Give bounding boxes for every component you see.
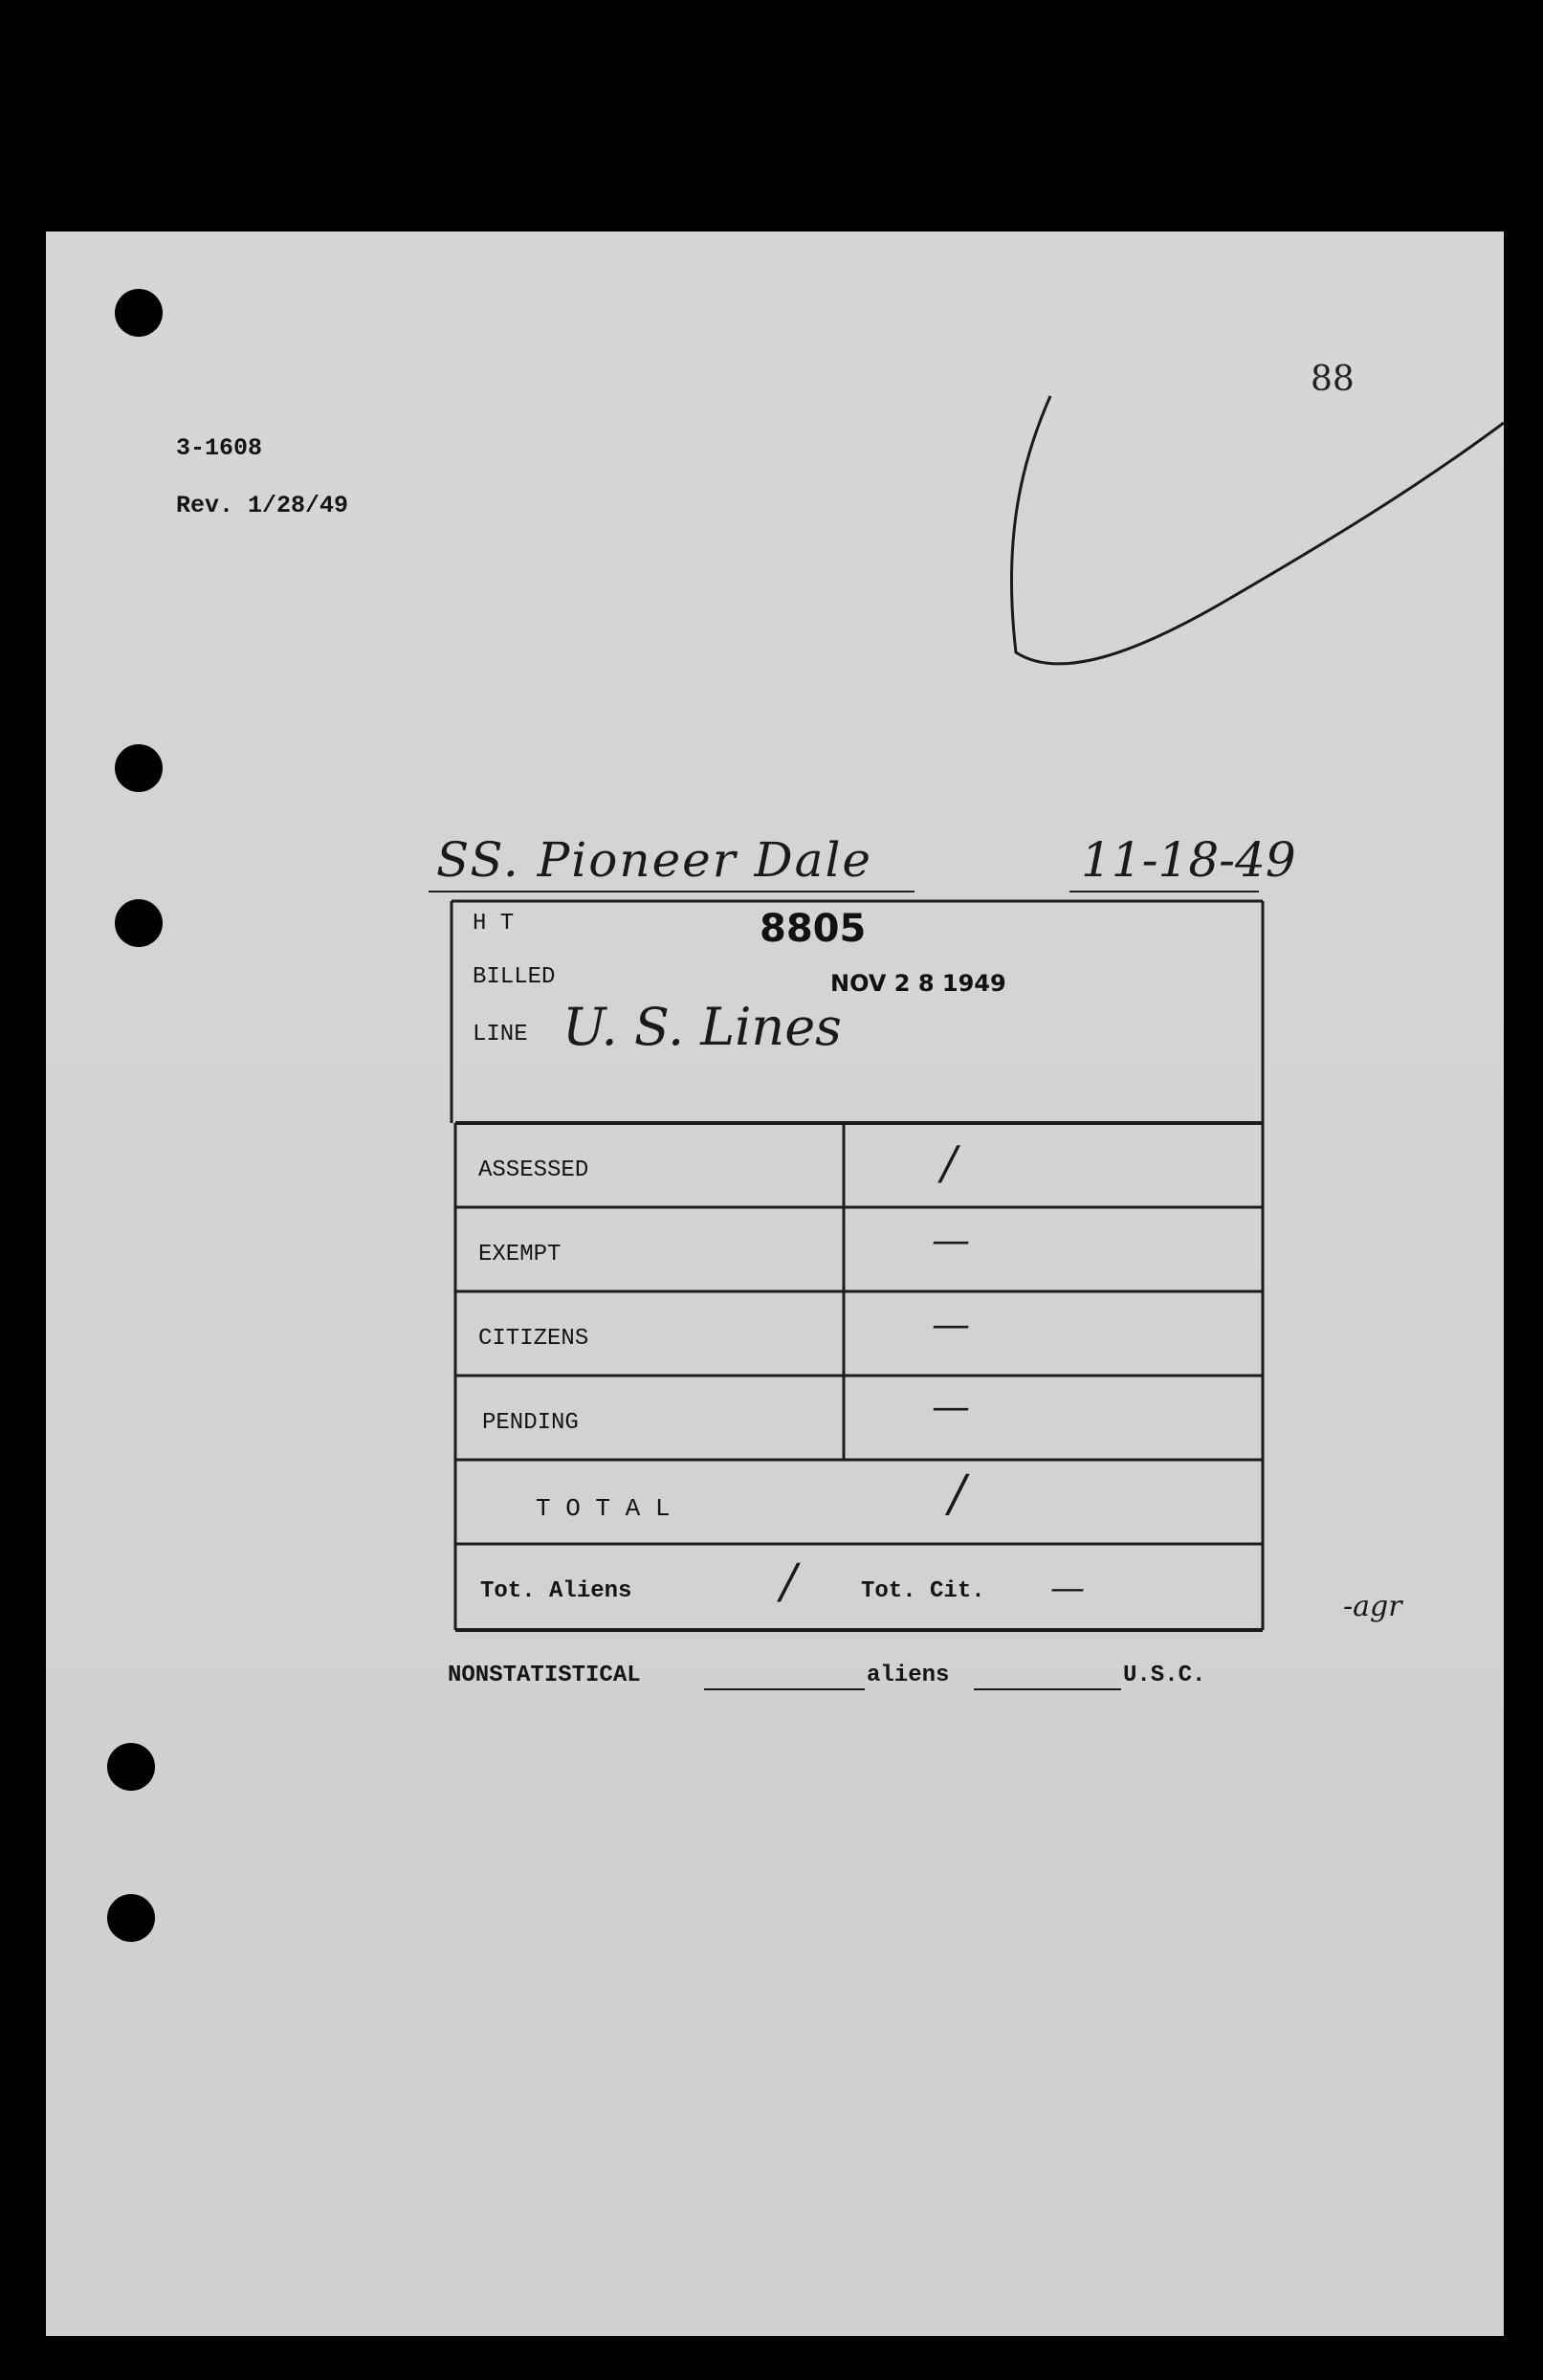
row-value-citizens: — xyxy=(932,1303,970,1347)
check-mark-stroke xyxy=(1011,396,1504,664)
nonstat-label: NONSTATISTICAL xyxy=(448,1663,641,1688)
line-label: LINE xyxy=(473,1022,528,1047)
form-sheet xyxy=(46,231,1504,2336)
billed-date-stamp: NOV 2 8 1949 xyxy=(830,970,1006,997)
row-value-assessed: / xyxy=(941,1136,958,1190)
binder-hole xyxy=(115,744,163,792)
tot-aliens-label: Tot. Aliens xyxy=(480,1578,632,1604)
vessel-name: SS. Pioneer Dale xyxy=(436,832,873,888)
row-label-pending: PENDING xyxy=(482,1410,579,1436)
binder-hole xyxy=(107,1743,155,1791)
row-label-citizens: CITIZENS xyxy=(478,1326,589,1352)
binder-hole xyxy=(115,899,163,947)
ht-label: H T xyxy=(473,911,515,937)
binder-hole xyxy=(115,289,163,337)
billed-label: BILLED xyxy=(473,964,556,990)
row-label-exempt: EXEMPT xyxy=(478,1242,562,1267)
row-value-pending: — xyxy=(932,1385,970,1429)
form-rules xyxy=(46,231,1504,2336)
shipping-line: U. S. Lines xyxy=(562,997,842,1057)
form-number: 3-1608 xyxy=(176,434,263,462)
binder-hole xyxy=(107,1894,155,1942)
row-label-assessed: ASSESSED xyxy=(478,1157,589,1183)
nonstat-aliens-label: aliens xyxy=(867,1663,950,1688)
page-number: 88 xyxy=(1311,360,1355,399)
tot-cit-label: Tot. Cit. xyxy=(861,1578,985,1604)
tot-cit-value: — xyxy=(1050,1569,1085,1608)
nonstat-usc-label: U.S.C. xyxy=(1123,1663,1206,1688)
total-value: / xyxy=(949,1465,966,1523)
tot-aliens-value: / xyxy=(781,1554,797,1609)
form-revision: Rev. 1/28/49 xyxy=(176,492,349,519)
total-label: T O T A L xyxy=(536,1494,671,1523)
row-value-exempt: — xyxy=(932,1219,970,1263)
ht-number: 8805 xyxy=(760,907,867,951)
margin-initials: -agr xyxy=(1343,1590,1402,1623)
arrival-date: 11-18-49 xyxy=(1081,832,1296,888)
